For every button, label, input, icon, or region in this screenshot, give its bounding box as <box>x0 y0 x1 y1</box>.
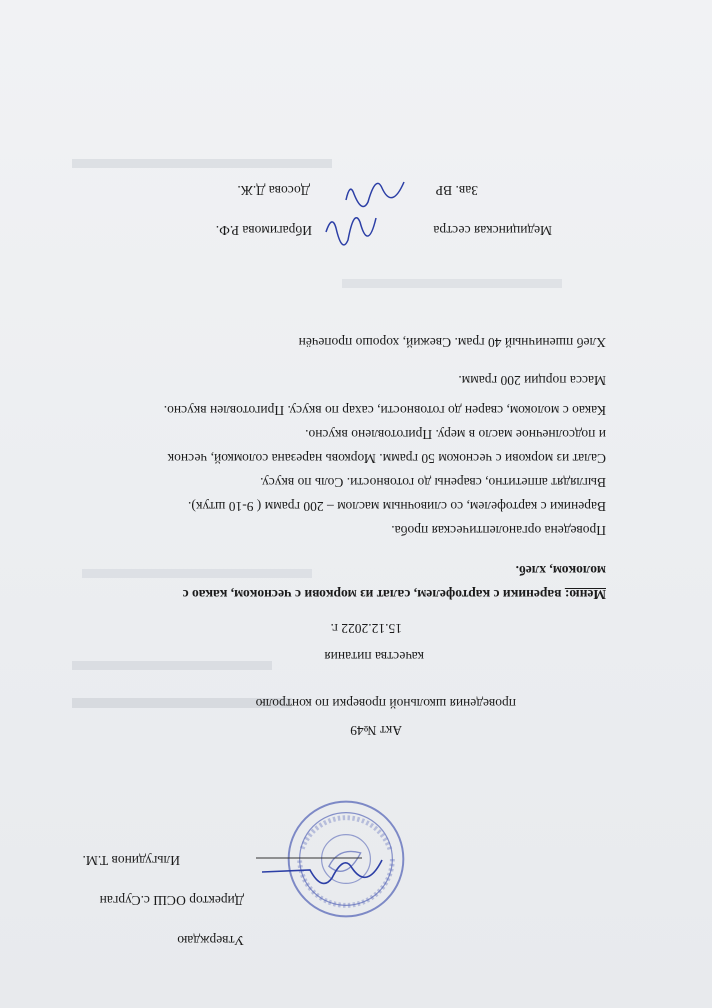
bleed-through <box>342 279 562 288</box>
approval-title: Утверждаю <box>177 933 244 948</box>
director-signature <box>252 848 392 898</box>
body-line: Какао с молоком, сварен до готовности, сахар по вкусу. Приготовлен вкусно. <box>163 403 606 418</box>
body-line: Проведена органолептическая проба. <box>391 523 606 538</box>
body-line: Масса порции 200 грамм. <box>458 373 606 388</box>
body-line: Салат из моркови с чесноком 50 грамм. Морковь нарезана соломкой, чеснок <box>167 451 606 466</box>
nurse-name: Ибрагимова Р.Ф. <box>215 223 312 238</box>
bleed-through <box>72 159 332 168</box>
act-date: 15.12.2022 г. <box>330 621 402 636</box>
act-number: Акт №49 <box>350 723 402 738</box>
approval-name: Ильгудинов Т.М. <box>82 853 180 868</box>
body-line: Выглядят аппетитно, сварены до готовности. Соль по вкусу. <box>260 475 606 490</box>
deputy-name: Досова Д.Ж. <box>237 183 310 198</box>
deputy-signature <box>342 166 412 218</box>
bleed-through <box>72 661 272 670</box>
body-line: Хлеб пшеничный 40 грам. Свежий, хорошо пропечён <box>298 335 606 350</box>
nurse-label: Медицинская сестра <box>433 223 552 238</box>
deputy-label: Зав. ВР <box>435 183 478 198</box>
bleed-through <box>82 569 312 578</box>
menu-line-1 <box>183 586 606 602</box>
menu-label: Меню: <box>564 587 606 602</box>
body-line: и подсолнечное масло в меру. Приготовлено вкусно. <box>305 427 606 442</box>
menu-items: вареники с картофелем, салат из моркови с чесноком, какао с <box>182 587 565 602</box>
menu-line-2: молоком, хлеб. <box>515 563 606 578</box>
act-subject-line-1: проведения школьной проверки по контролю <box>255 696 516 711</box>
approval-position: Директор ОСШ с.Сурган <box>99 893 244 908</box>
body-line: Вареники с картофелем, со сливочным маслом – 200 грамм ( 9-10 штук). <box>188 499 606 514</box>
act-subject-line-2: качества питания <box>324 649 424 664</box>
